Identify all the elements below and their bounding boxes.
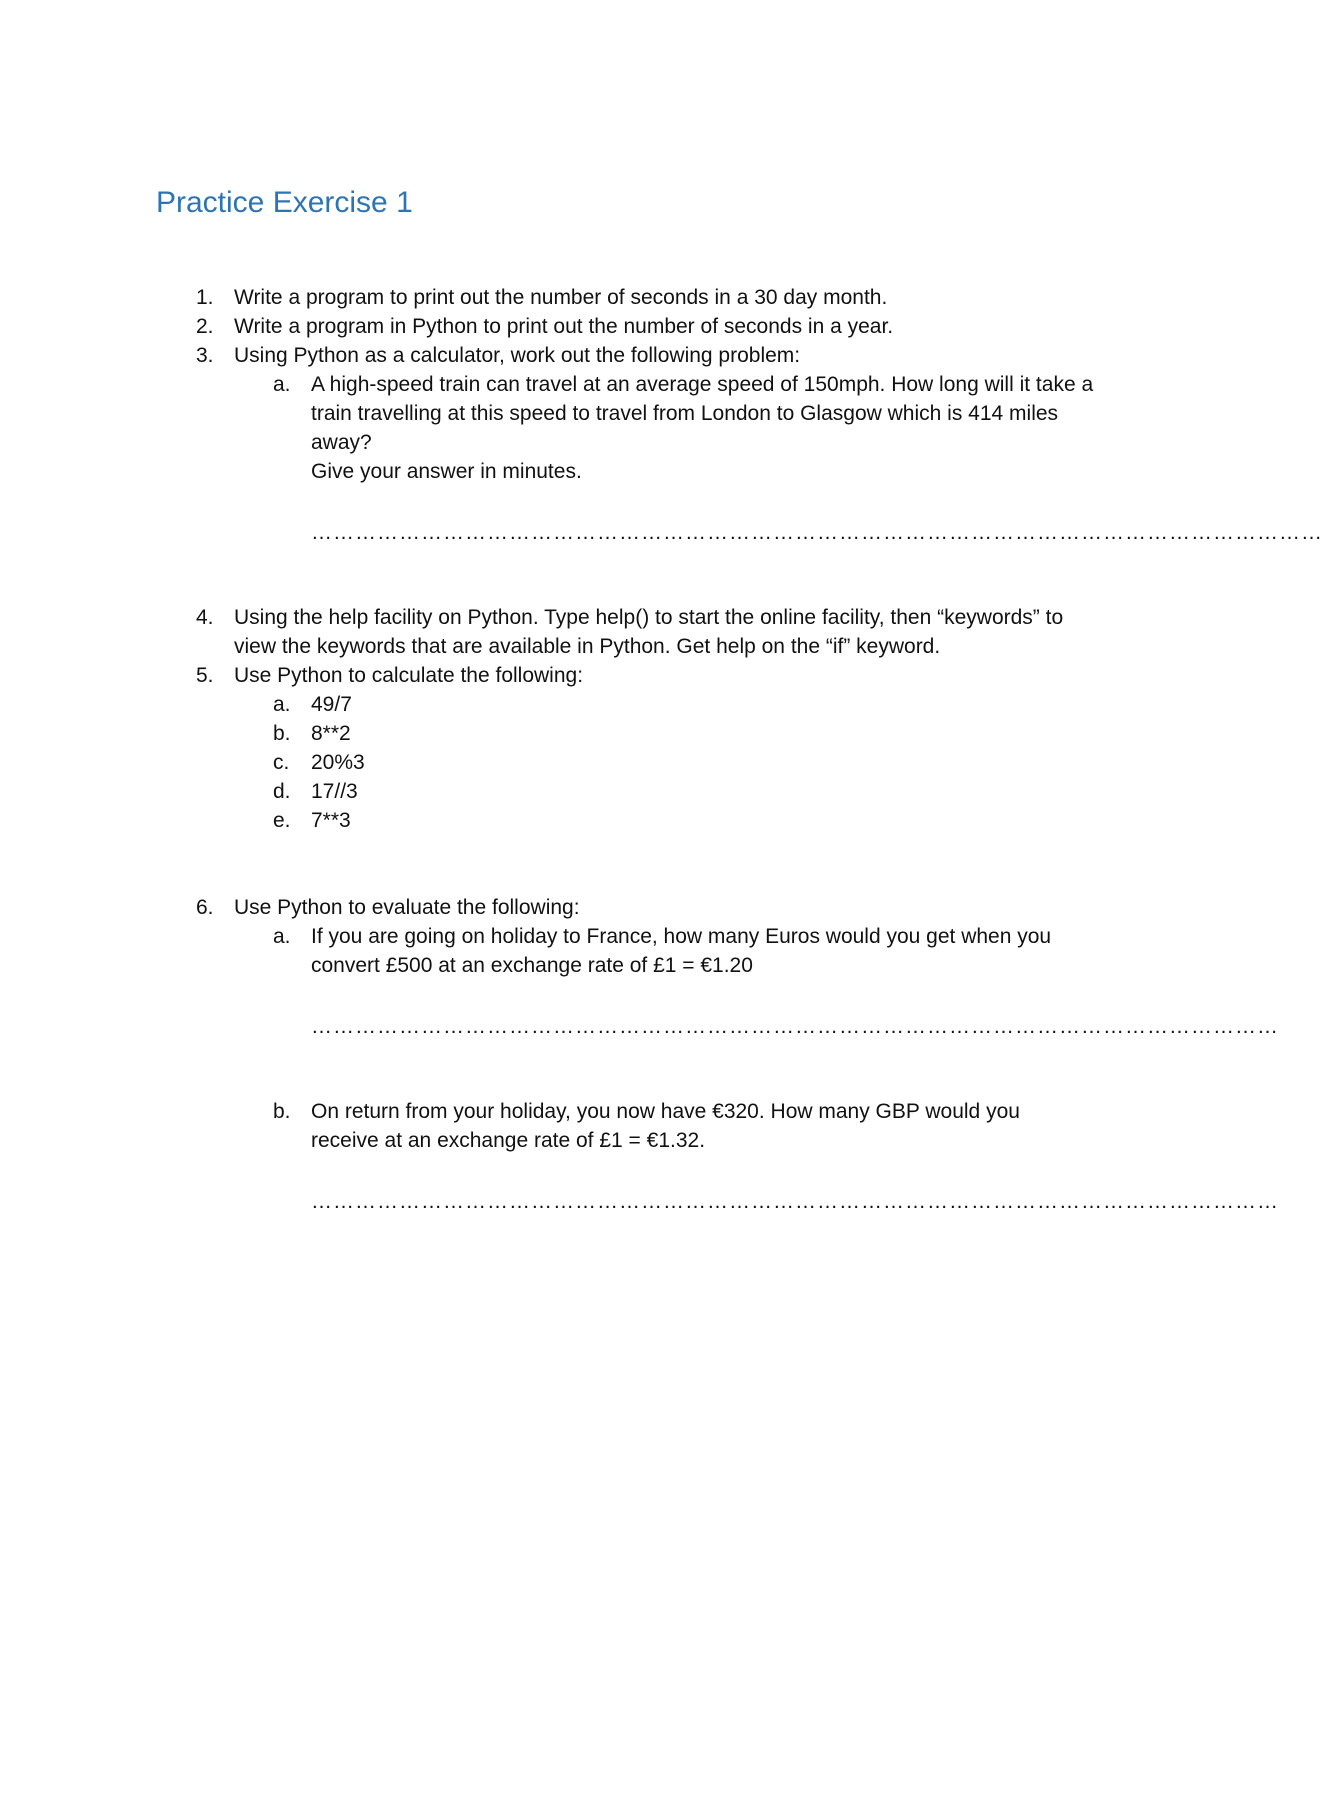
page-title: Practice Exercise 1 (156, 186, 413, 219)
sub-item-text: 49/7 (311, 693, 352, 716)
sub-item-text-line: train travelling at this speed to travel from London to Glasgow which is 414 miles (311, 402, 1059, 425)
sub-item-label: b. (273, 1100, 291, 1123)
sub-item-text: 7**3 (311, 809, 351, 832)
sub-item-text-line: receive at an exchange rate of £1 = €1.32. (311, 1129, 706, 1152)
sub-item-label: a. (273, 373, 291, 396)
question-text: Using the help facility on Python. Type help() to start the online facility, then “keywords” to (234, 606, 1064, 629)
question-text: view the keywords that are available in Python. Get help on the “if” keyword. (234, 635, 941, 658)
sub-item-label: b. (273, 722, 291, 745)
sub-item-text: 8**2 (311, 722, 351, 745)
sub-item-text-line: Give your answer in minutes. (311, 460, 582, 483)
sub-item-label: c. (273, 751, 290, 774)
question-number: 5. (196, 664, 214, 687)
answer-line: ………………………………………………………………………………………………………………………… (311, 521, 1323, 544)
sub-item-label: d. (273, 780, 291, 803)
sub-item-label: a. (273, 925, 291, 948)
question-text: Write a program to print out the number of seconds in a 30 day month. (234, 286, 888, 309)
question-number: 3. (196, 344, 214, 367)
question-number: 6. (196, 896, 214, 919)
question-number: 2. (196, 315, 214, 338)
question-number: 4. (196, 606, 214, 629)
sub-item-text: 20%3 (311, 751, 365, 774)
question-number: 1. (196, 286, 214, 309)
sub-item-label: e. (273, 809, 291, 832)
sub-item-text-line: convert £500 at an exchange rate of £1 = €1.20 (311, 954, 753, 977)
answer-line: …………………………………………………………………………………………………………………… (311, 1190, 1279, 1213)
sub-item-text-line: away? (311, 431, 372, 454)
sub-item-text-line: If you are going on holiday to France, how many Euros would you get when you (311, 925, 1052, 948)
question-text: Using Python as a calculator, work out the following problem: (234, 344, 801, 367)
question-text: Use Python to evaluate the following: (234, 896, 580, 919)
sub-item-label: a. (273, 693, 291, 716)
question-text: Use Python to calculate the following: (234, 664, 584, 687)
answer-line: …………………………………………………………………………………………………………………… (311, 1015, 1279, 1038)
sub-item-text-line: On return from your holiday, you now have €320. How many GBP would you (311, 1100, 1020, 1123)
question-text: Write a program in Python to print out the number of seconds in a year. (234, 315, 894, 338)
sub-item-text: 17//3 (311, 780, 358, 803)
sub-item-text-line: A high-speed train can travel at an average speed of 150mph. How long will it take a (311, 373, 1094, 396)
